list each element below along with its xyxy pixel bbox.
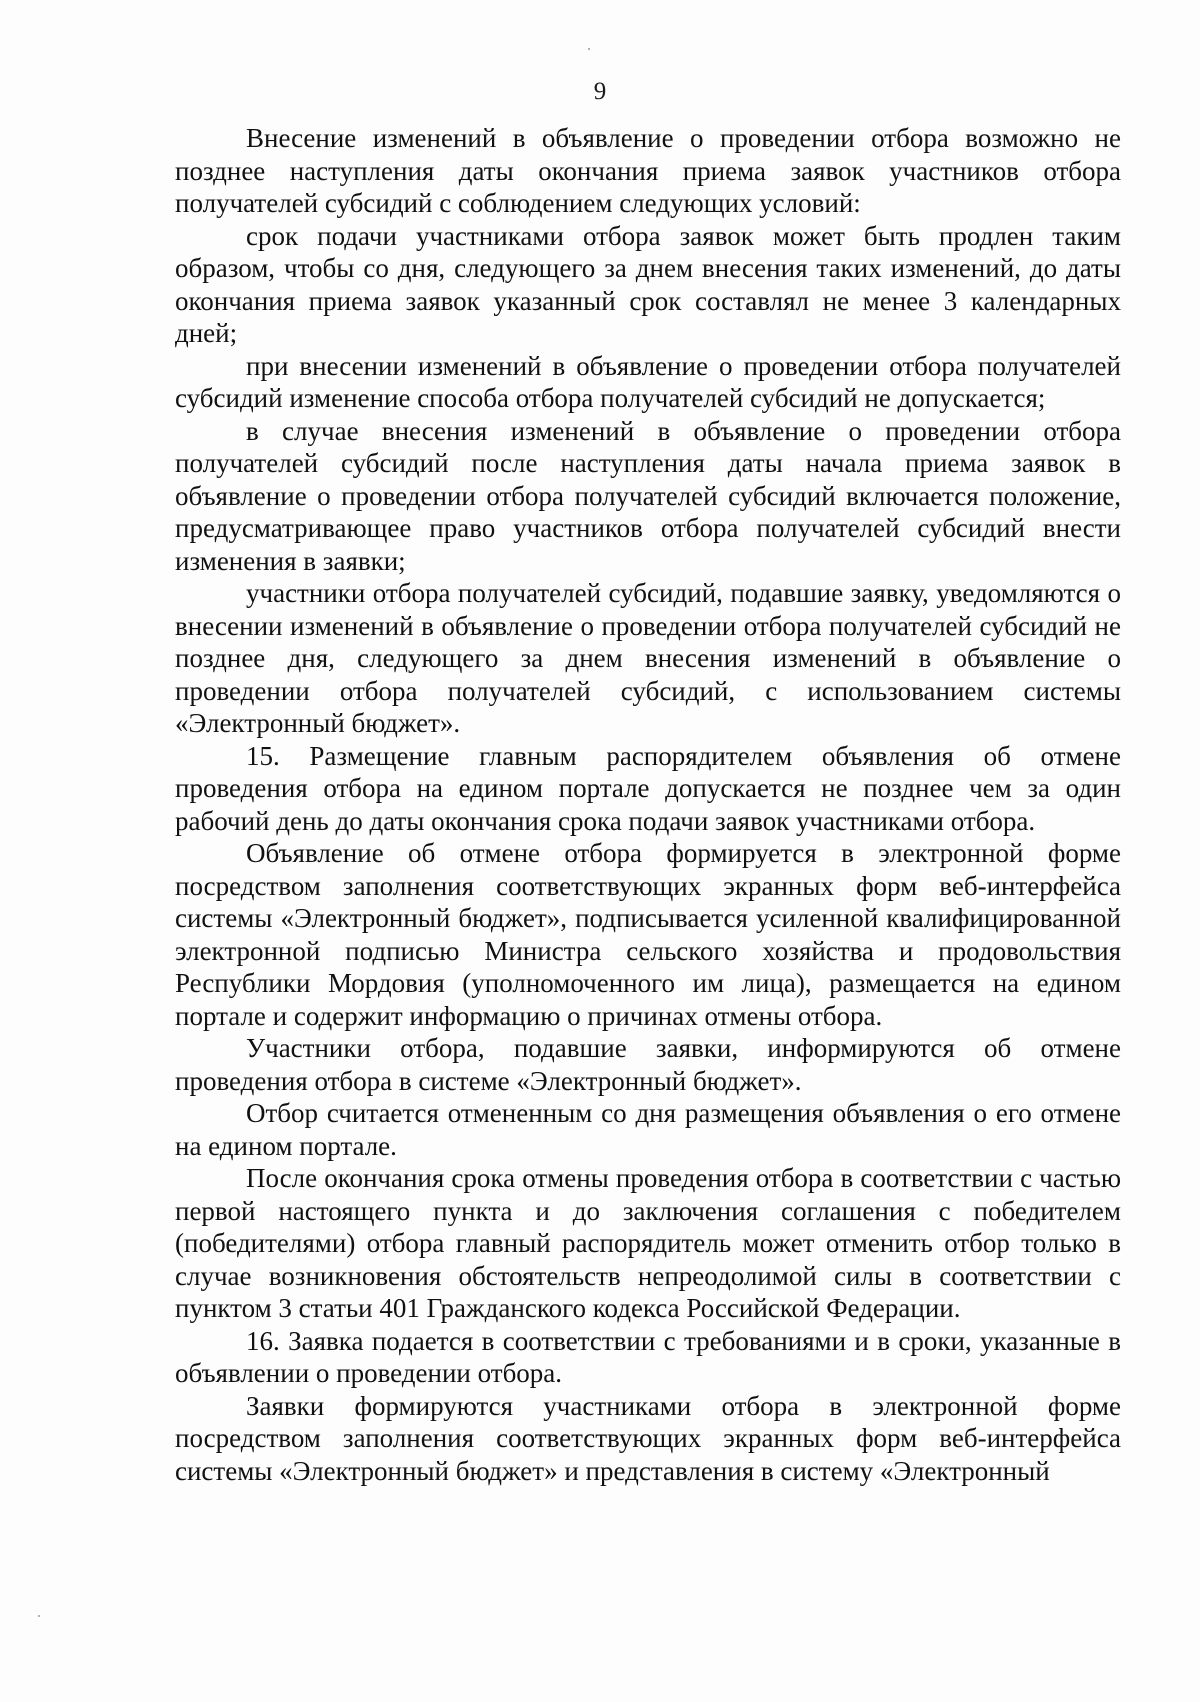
paragraph: Внесение изменений в объявление о проведении отбора возможно не позднее наступления даты окончания приема заявок участников отбора получателей субсидий с соблюдением следующих условий:	[175, 123, 1121, 218]
scan-speck	[38, 1615, 40, 1617]
paragraph: в случае внесения изменений в объявление о проведении отбора получателей субсидий после наступления даты начала приема заявок в объявление о проведении отбора получателей субсидий включается положение, предусматривающее право участников отбора получателей субсидий внести изменения в заявки;	[175, 415, 1121, 576]
paragraph: Отбор считается отмененным со дня размещения объявления о его отмене на едином портале.	[175, 1098, 1121, 1161]
scan-speck	[588, 48, 590, 50]
paragraph: Участники отбора, подавшие заявки, информируются об отмене проведения отбора в системе «Электронный бюджет».	[175, 1033, 1121, 1096]
paragraph: 15. Размещение главным распорядителем объявления об отмене проведения отбора на едином портале допускается не позднее чем за один рабочий день до даты окончания срока подачи заявок участниками отбора.	[175, 740, 1121, 836]
paragraph: 16. Заявка подается в соответствии с требованиями и в сроки, указанные в объявлении о проведении отбора.	[175, 1325, 1121, 1388]
paragraph: при внесении изменений в объявление о проведении отбора получателей субсидий изменение способа отбора получателей субсидий не допускается;	[175, 350, 1121, 413]
paragraph: Заявки формируются участниками отбора в электронной форме посредством заполнения соответствующих экранных форм веб-интерфейса системы «Электронный бюджет» и представления в систему «Электронный	[175, 1390, 1121, 1486]
paragraph: участники отбора получателей субсидий, подавшие заявку, уведомляются о внесении изменений в объявление о проведении отбора получателей субсидий не позднее дня, следующего за днем внесения изменений в объявление о проведении отбора получателей субсидий, с использованием системы «Электронный бюджет».	[175, 578, 1121, 738]
paragraph: срок подачи участниками отбора заявок может быть продлен таким образом, чтобы со дня, следующего за днем внесения таких изменений, до даты окончания приема заявок указанный срок составлял не менее 3 календарных дней;	[175, 220, 1121, 348]
paragraph: Объявление об отмене отбора формируется в электронной форме посредством заполнения соответствующих экранных форм веб-интерфейса системы «Электронный бюджет», подписывается усиленной квалифицированной электронной подписью Министра сельского хозяйства и продовольствия Республики Мордовия (уполномоченного им лица), размещается на едином портале и содержит информацию о причинах отмены отбора.	[175, 838, 1121, 1031]
document-body	[175, 122, 1121, 1487]
page-number: 9	[593, 78, 607, 105]
paragraph: После окончания срока отмены проведения отбора в соответствии с частью первой настоящего пункта и до заключения соглашения с победителем (победителями) отбора главный распорядитель может отменить отбор только в случае возникновения обстоятельств непреодолимой силы в соответствии с пунктом 3 статьи 401 Гражданского кодекса Российской Федерации.	[175, 1163, 1121, 1323]
